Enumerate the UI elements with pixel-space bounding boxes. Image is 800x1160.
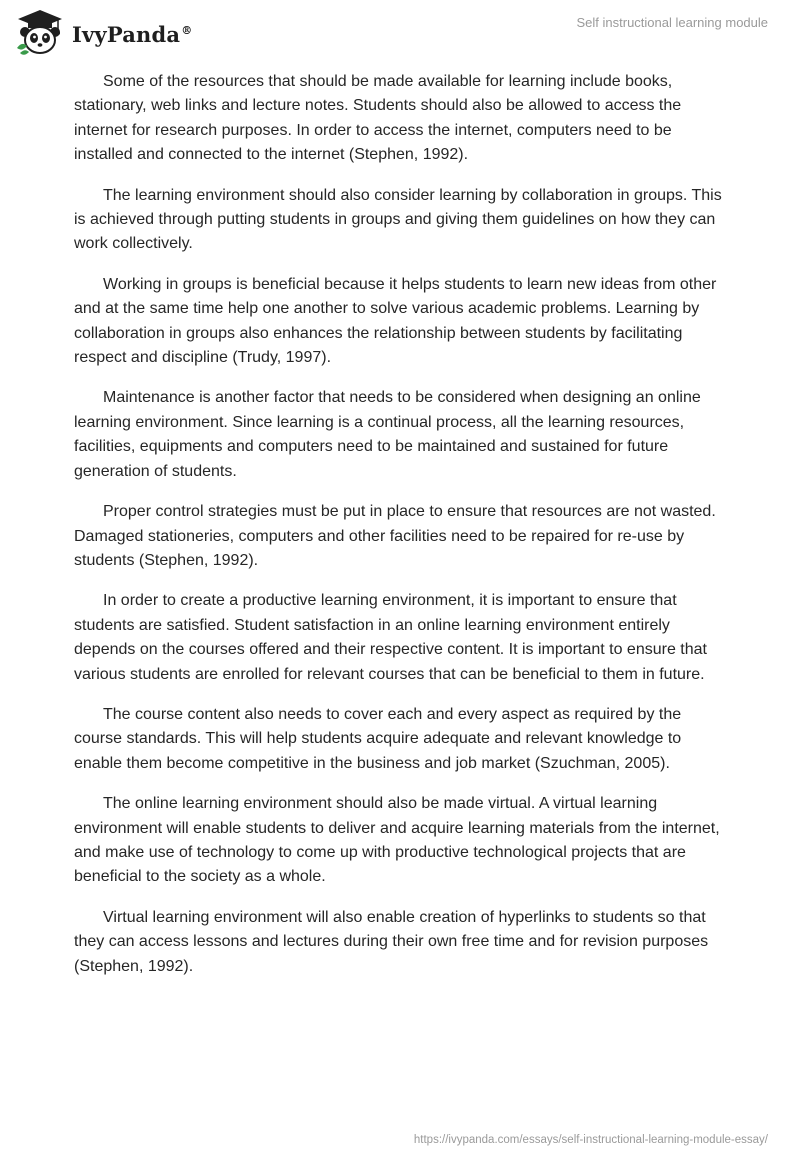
paragraph: The course content also needs to cover each and every aspect as required by the course standards. This will help students acquire adequate and relevant knowledge to enable them become competitive in the business and job market (Szuchman, 2005). [74, 705, 682, 772]
essay-body [74, 70, 726, 995]
registered-mark: ® [181, 23, 193, 37]
document-title: Self instructional learning module [576, 15, 768, 30]
ivypanda-logo[interactable] [14, 8, 192, 56]
paragraph: In order to create a productive learning environment, it is important to ensure that students are satisfied. Student satisfaction in an online learning environment entirely depends on the courses offered and their respective content. It is important to ensure that various students are enrolled for relevant courses that can be beneficial to them in future. [74, 592, 707, 683]
paragraph: Maintenance is another factor that needs to be considered when designing an online learning environment. Since learning is a continual process, all the learning resources, facilities, equipments and computers need to be maintained and sustained for future generation of students. [74, 389, 701, 480]
paragraph: Some of the resources that should be made available for learning include books, stationary, web links and lecture notes. Students should also be allowed to access the internet for research purposes. In order to access the internet, computers need to be installed and connected to the internet (Stephen, 1992). [74, 73, 682, 164]
paragraph: The learning environment should also consider learning by collaboration in groups. This is achieved through putting students in groups and giving them guidelines on how they can work collectively. [74, 186, 722, 253]
paragraph: The online learning environment should also be made virtual. A virtual learning environment will enable students to deliver and acquire learning materials from the internet, and make use of technology to come up with productive technological projects that are beneficial to the society as a whole. [74, 795, 720, 886]
brand-name: IvyPanda® [72, 21, 193, 47]
source-url-link[interactable]: https://ivypanda.com/essays/self-instructional-learning-module-essay/ [413, 1134, 768, 1146]
paragraph: Virtual learning environment will also enable creation of hyperlinks to students so that they can access lessons and lectures during their own free time and for revision purposes (Stephen, 1992). [74, 908, 709, 975]
paragraph: Proper control strategies must be put in place to ensure that resources are not wasted. Damaged stationeries, computers and other facilities need to be repaired for re-use by students (Stephen, 1992). [74, 503, 716, 569]
panda-graduation-cap-icon [14, 8, 66, 56]
paragraph: Working in groups is beneficial because it helps students to learn new ideas from other and at the same time help one another to solve various academic problems. Learning by collaboration in groups also enhances the relationship between students by facilitating respect and discipline (Trudy, 1997). [74, 275, 717, 367]
page-header [0, 0, 800, 60]
